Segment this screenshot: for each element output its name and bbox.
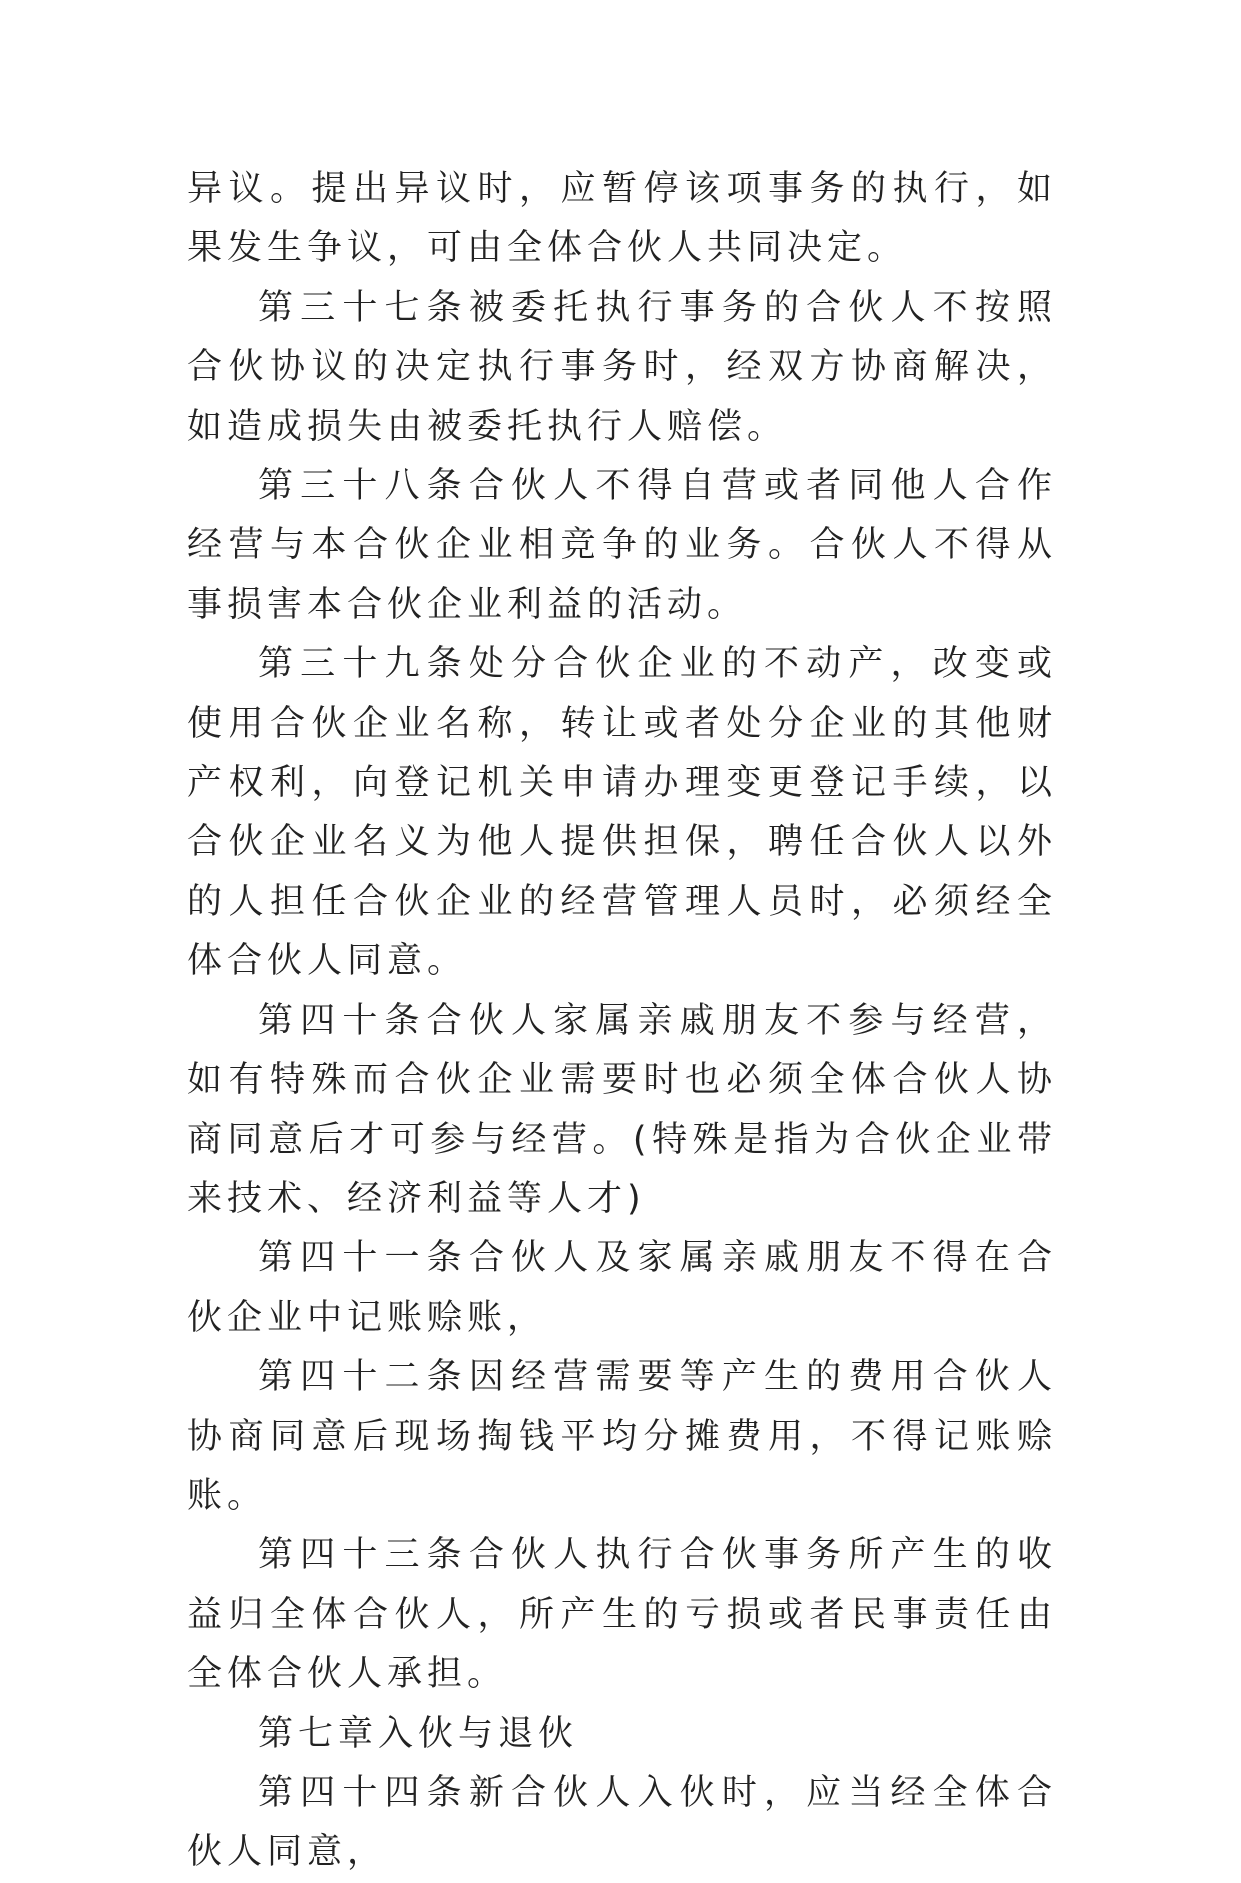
- article-37: 第三十七条被委托执行事务的合伙人不按照合伙协议的决定执行事务时，经双方协商解决，如造成损失由被委托执行人赔偿。: [187, 287, 1057, 447]
- article-41: 第四十一条合伙人及家属亲戚朋友不得在合伙企业中记账赊账，: [187, 1238, 1057, 1338]
- article-42: 第四十二条因经营需要等产生的费用合伙人协商同意后现场掏钱平均分摊费用，不得记账赊账。: [187, 1357, 1057, 1516]
- article-44: 第四十四条新合伙人入伙时，应当经全体合伙人同意，: [187, 1772, 1057, 1873]
- article-38: 第三十八条合伙人不得自营或者同他人合作经营与本合伙企业相竞争的业务。合伙人不得从事损害本合伙企业利益的活动。: [187, 466, 1057, 625]
- chapter-7-heading: 第七章入伙与退伙: [258, 1713, 579, 1754]
- paragraph-continuation: 异议。提出异议时，应暂停该项事务的执行，如果发生争议，可由全体合伙人共同决定。: [187, 169, 1057, 269]
- article-43: 第四十三条合伙人执行合伙事务所产生的收益归全体合伙人，所产生的亏损或者民事责任由全体合伙人承担。: [187, 1535, 1057, 1695]
- article-39: 第三十九条处分合伙企业的不动产，改变或使用合伙企业名称，转让或者处分企业的其他财产权利，向登记机关申请办理变更登记手续，以合伙企业名义为他人提供担保，聘任合伙人以外的人担任合伙企业的经营管理人员时，必须经全体合伙人同意。: [187, 644, 1057, 982]
- article-40: 第四十条合伙人家属亲戚朋友不参与经营，如有特殊而合伙企业需要时也必须全体合伙人协商同意后才可参与经营。(特殊是指为合伙企业带来技术、经济利益等人才): [187, 1000, 1057, 1219]
- document-body: [187, 160, 1057, 1883]
